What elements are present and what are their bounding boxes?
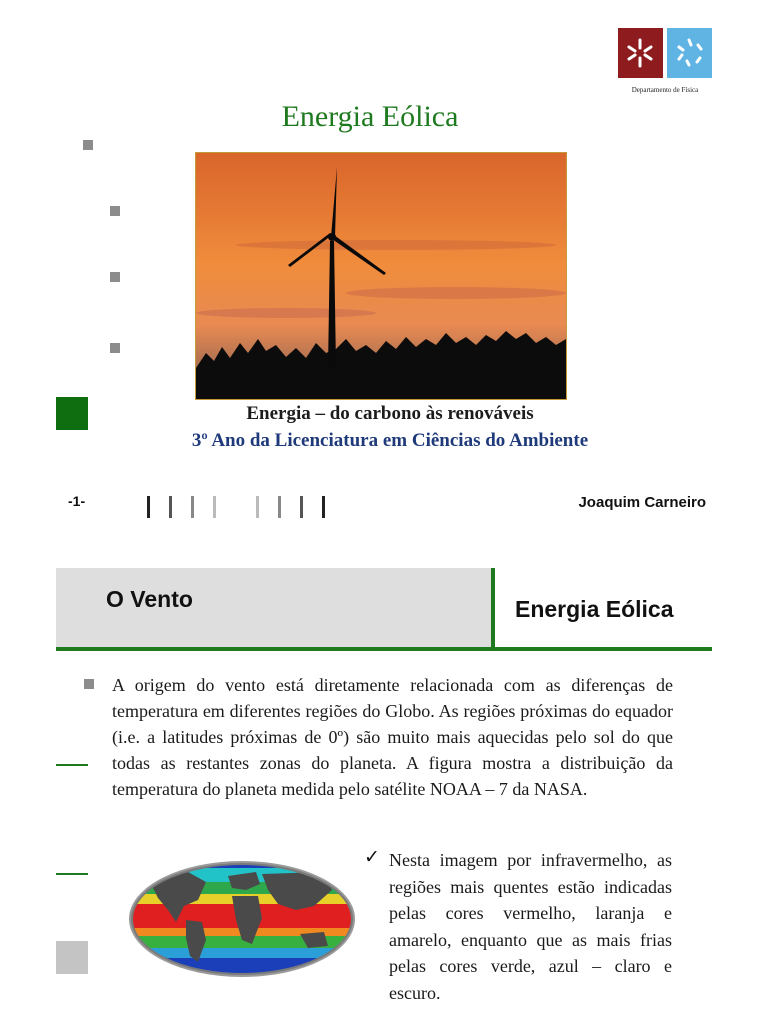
course-name: 3º Ano da Licenciatura em Ciências do Ambiente [191,430,589,451]
bullet-marker [84,679,94,689]
logo-red-tile [618,28,663,78]
logo-dots-icon [667,28,712,78]
green-dash [56,873,88,875]
header-underline [56,647,712,651]
logo-blue-tile [667,28,712,78]
check-mark-icon: ✓ [364,847,380,868]
bullet-marker [83,140,93,150]
image-caption: Nesta imagem por infravermelho, as regiões mais quentes estão indicadas pelas cores vermelho, laranja e amarelo, enquanto que as mais frias pelas cores verde, azul – claro e escuro. [389,850,672,1003]
slide-title: Energia Eólica [281,100,459,133]
tick-bar [213,496,216,518]
body-paragraph: A origem do vento está diretamente relacionada com as diferenças de temperatura em diferentes regiões do Globo. As regiões próximas do equador (i.e. a latitudes próximas de 0º) são muito mais aquecidas pelo sol do que todas as restantes zonas do planeta. A figura mostra a distribuição da temperatura do planeta medida pelo satélite NOAA – 7 da NASA. [112,675,673,799]
author-name: Joaquim Carneiro [578,494,706,511]
infrared-temperature-map [128,860,356,978]
tick-bar [322,496,325,518]
tick-bar [169,496,172,518]
bullet-marker [110,206,120,216]
tick-bar [147,496,150,518]
tick-bar [256,496,259,518]
bullet-marker [110,272,120,282]
section-title: O Vento [106,586,193,612]
logo-caption: Departamento de Física [631,86,699,94]
bullet-marker [110,343,120,353]
logo-star-icon [618,28,663,78]
page-number: -1- [68,493,86,509]
slide-subtitle: Energia – do carbono às renováveis [246,403,534,424]
tick-bar [191,496,194,518]
grey-accent-block [56,941,88,974]
wind-turbine-photo [195,152,567,400]
header-divider [491,568,495,648]
tick-bar [300,496,303,518]
university-logo [618,28,712,78]
section-topic: Energia Eólica [515,596,674,622]
green-dash [56,764,88,766]
tick-bar [278,496,281,518]
